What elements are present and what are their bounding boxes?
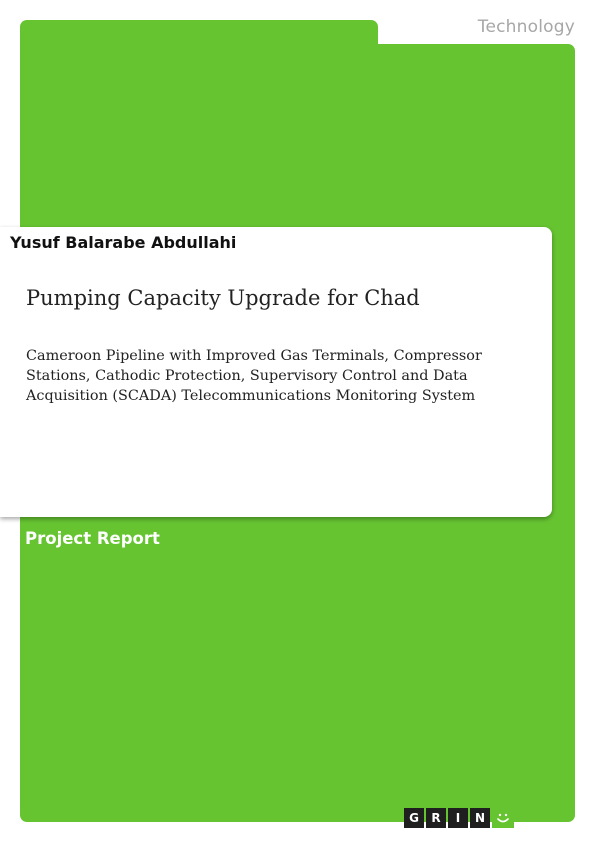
book-title: Pumping Capacity Upgrade for Chad — [26, 286, 420, 310]
smile-icon — [492, 808, 514, 828]
document-type: Project Report — [25, 529, 160, 548]
book-subtitle: Cameroon Pipeline with Improved Gas Terminals, Compressor Stations, Cathodic Protection, Supervisory Control and Data Acquisition (SCADA) Telecommunications Monitoring System — [26, 348, 482, 404]
category-label: Technology — [477, 17, 575, 37]
logo-letter-i: I — [448, 808, 468, 828]
grin-logo — [404, 808, 514, 828]
logo-letter-n: N — [470, 808, 490, 828]
logo-letter-r: R — [426, 808, 446, 828]
logo-letter-g: G — [404, 808, 424, 828]
author-name: Yusuf Balarabe Abdullahi — [10, 233, 237, 252]
